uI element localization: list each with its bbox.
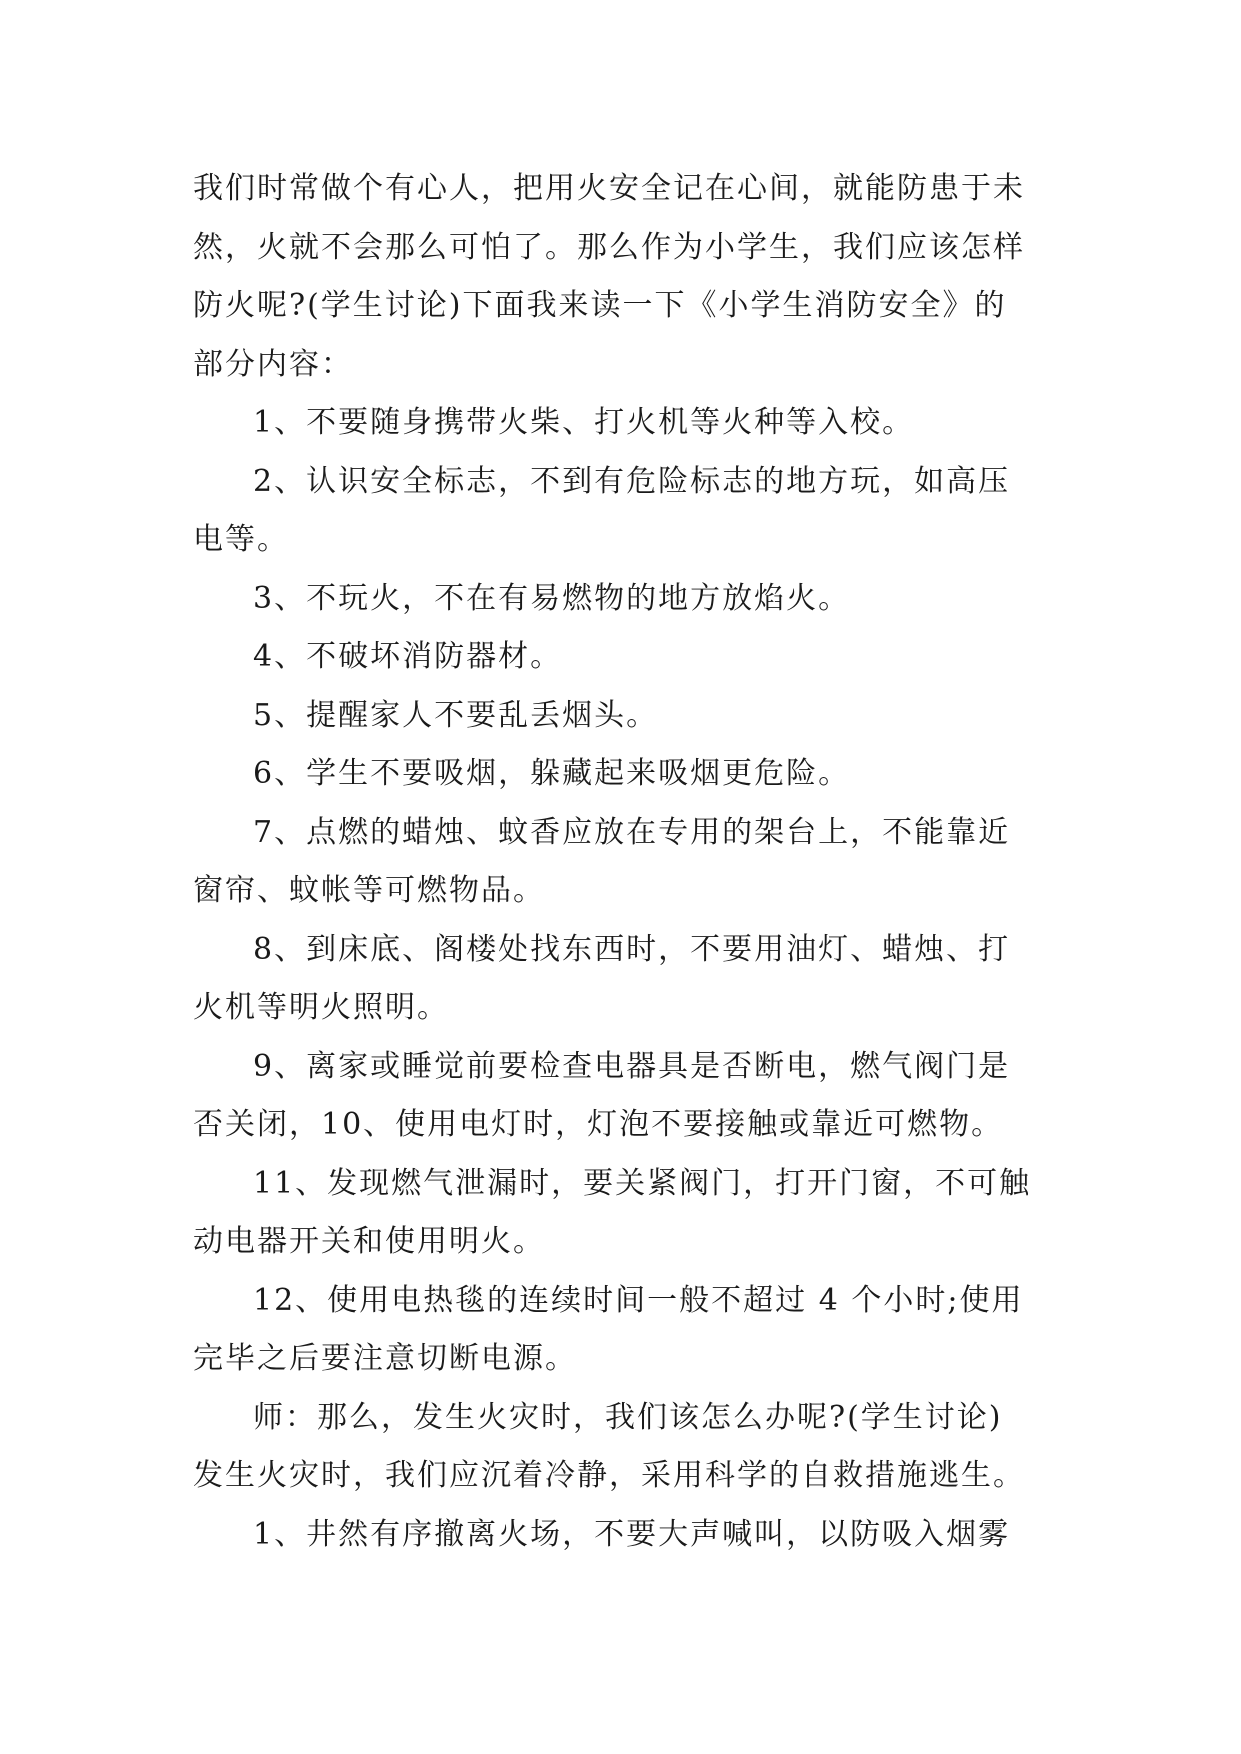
list-item-9: 9、离家或睡觉前要检查电器具是否断电，燃气阀门是 [253, 1048, 1011, 1084]
text-line-2: 然，火就不会那么可怕了。那么作为小学生，我们应该怎样 [193, 229, 1025, 265]
list-item-7-cont: 窗帘、蚊帐等可燃物品。 [193, 873, 545, 908]
list-item-11: 11、发现燃气泄漏时，要关紧阀门，打开门窗，不可触 [253, 1165, 1032, 1201]
list-item-9-cont: 否关闭，10、使用电灯时，灯泡不要接触或靠近可燃物。 [193, 1107, 1004, 1142]
text-line-1: 我们时常做个有心人，把用火安全记在心间，就能防患于未 [193, 171, 1025, 206]
teacher-question: 师：那么，发生火灾时，我们该怎么办呢?(学生讨论) [253, 1399, 1003, 1435]
list-item-2-cont: 电等。 [193, 522, 289, 557]
escape-item-1: 1、井然有序撤离火场，不要大声喊叫，以防吸入烟雾 [253, 1516, 1011, 1552]
list-item-12-cont: 完毕之后要注意切断电源。 [193, 1341, 577, 1376]
list-item-5: 5、提醒家人不要乱丢烟头。 [253, 697, 659, 733]
fire-response-text: 发生火灾时，我们应沉着冷静，采用科学的自救措施逃生。 [193, 1458, 1025, 1493]
list-item-11-cont: 动电器开关和使用明火。 [193, 1224, 545, 1259]
list-item-7: 7、点燃的蜡烛、蚊香应放在专用的架台上，不能靠近 [253, 814, 1011, 850]
document-body [193, 160, 1053, 1564]
list-item-6: 6、学生不要吸烟，躲藏起来吸烟更危险。 [253, 756, 851, 791]
list-item-3: 3、不玩火，不在有易燃物的地方放焰火。 [253, 580, 851, 616]
list-item-8: 8、到床底、阁楼处找东西时，不要用油灯、蜡烛、打 [253, 931, 1011, 967]
list-item-2: 2、认识安全标志，不到有危险标志的地方玩，如高压 [253, 463, 1011, 499]
list-item-1: 1、不要随身携带火柴、打火机等火种等入校。 [253, 405, 915, 440]
list-item-8-cont: 火机等明火照明。 [193, 990, 449, 1025]
list-item-12: 12、使用电热毯的连续时间一般不超过 4 个小时;使用 [253, 1282, 1024, 1318]
list-item-4: 4、不破坏消防器材。 [253, 639, 563, 674]
text-line-3: 防火呢?(学生讨论)下面我来读一下《小学生消防安全》的 [193, 288, 1007, 323]
text-line-4: 部分内容： [193, 346, 353, 382]
